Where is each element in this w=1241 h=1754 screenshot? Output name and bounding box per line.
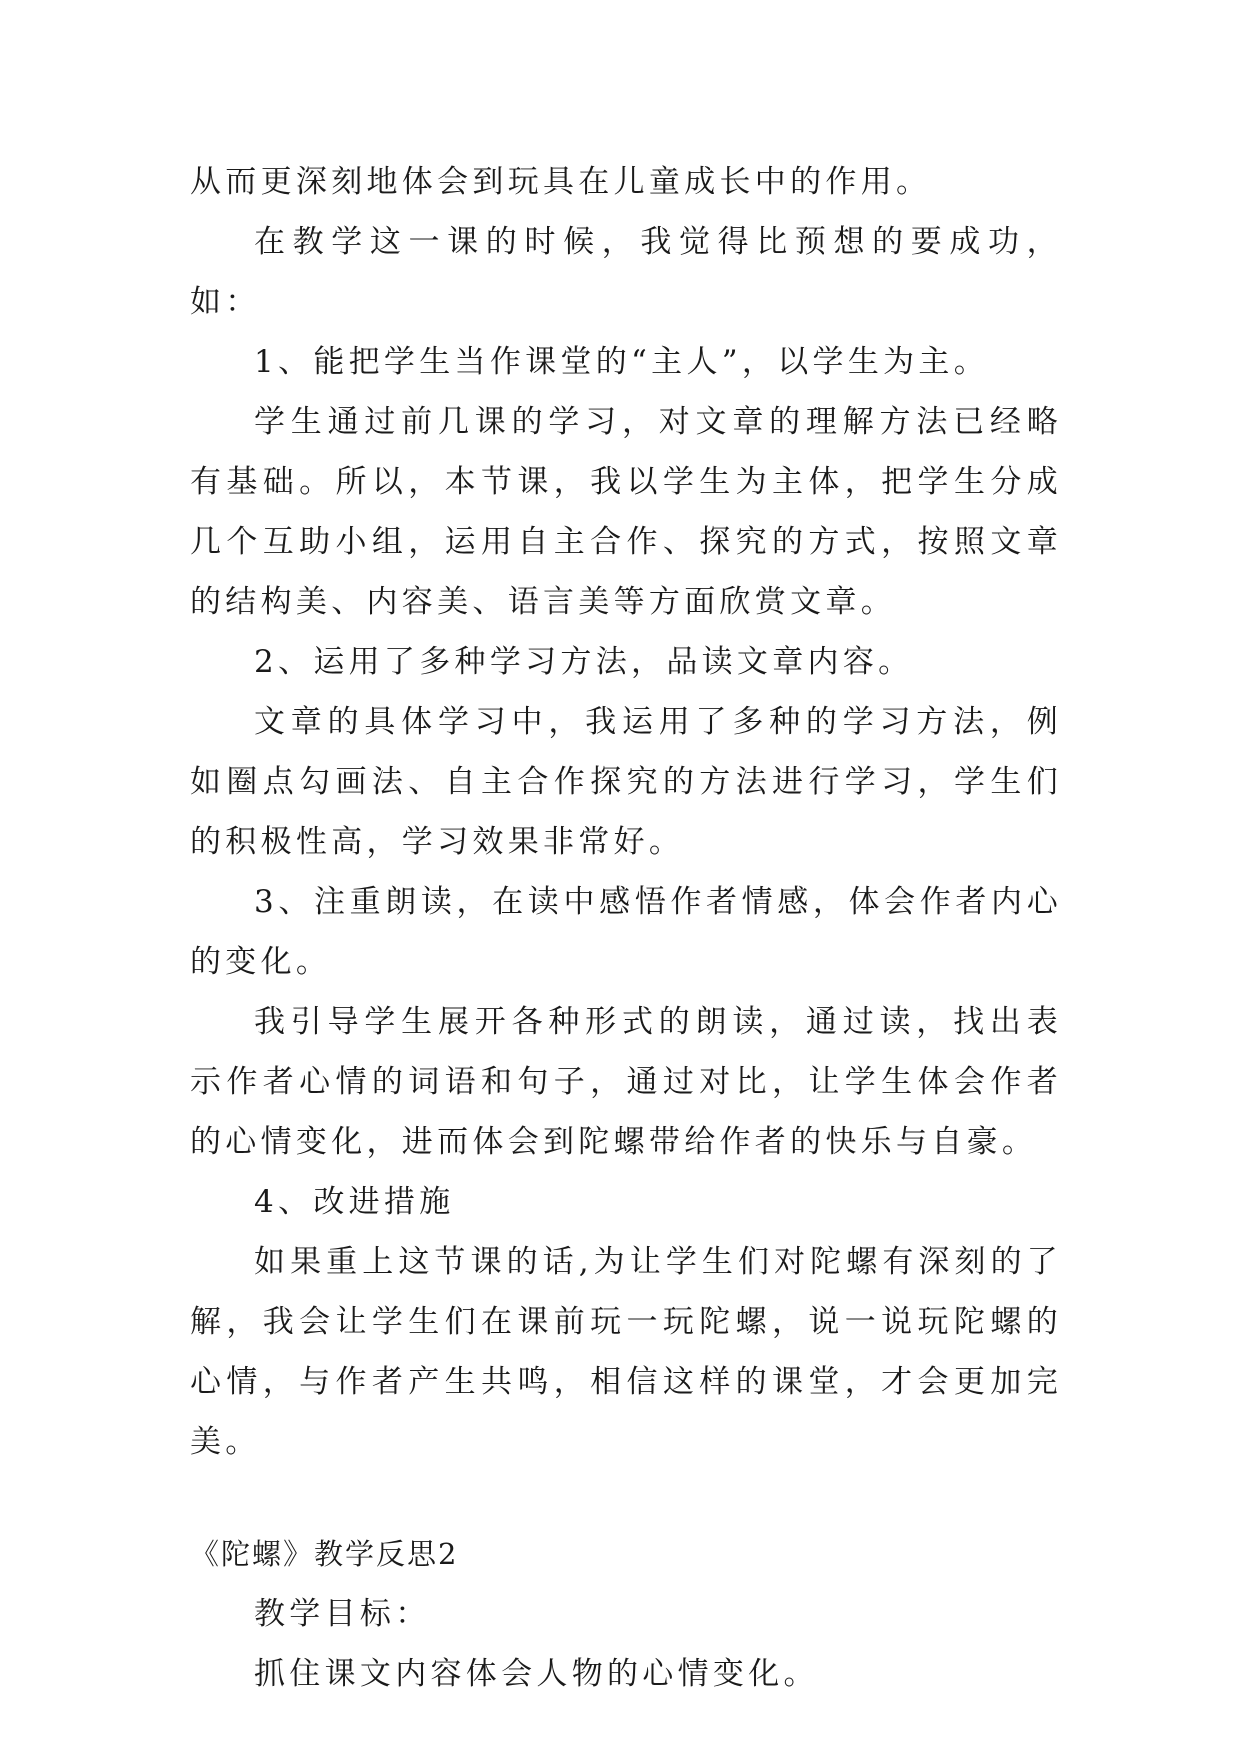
paragraph: 文章的具体学习中，我运用了多种的学习方法，例如圈点勾画法、自主合作探究的方法进行学习，学生们的积极性高，学习效果非常好。 [190, 704, 1062, 860]
paragraph: 3、注重朗读，在读中感悟作者情感，体会作者内心的变化。 [190, 884, 1062, 980]
paragraph: 从而更深刻地体会到玩具在儿童成长中的作用。 [190, 164, 932, 200]
paragraph: 2、运用了多种学习方法，品读文章内容。 [254, 644, 914, 680]
paragraph: 我引导学生展开各种形式的朗读，通过读，找出表示作者心情的词语和句子，通过对比，让学生体会作者的心情变化，进而体会到陀螺带给作者的快乐与自豪。 [190, 1004, 1062, 1160]
section-spacer [190, 1472, 1062, 1524]
paragraph: 学生通过前几课的学习，对文章的理解方法已经略有基础。所以，本节课，我以学生为主体，把学生分成几个互助小组，运用自主合作、探究的方式，按照文章的结构美、内容美、语言美等方面欣赏文章。 [190, 404, 1062, 620]
paragraph: 教学目标： [254, 1596, 431, 1632]
paragraph: 4、改进措施 [254, 1184, 455, 1220]
document-body [190, 152, 1062, 1704]
paragraph: 如果重上这节课的话,为让学生们对陀螺有深刻的了解，我会让学生们在课前玩一玩陀螺，说一说玩陀螺的心情，与作者产生共鸣，相信这样的课堂，才会更加完美。 [190, 1244, 1062, 1460]
paragraph: 1、能把学生当作课堂的“主人”，以学生为主。 [254, 344, 990, 380]
paragraph: 抓住课文内容体会人物的心情变化。 [254, 1656, 819, 1692]
section-heading: 《陀螺》教学反思2 [190, 1537, 459, 1571]
paragraph: 在教学这一课的时候，我觉得比预想的要成功，如： [190, 224, 1062, 320]
